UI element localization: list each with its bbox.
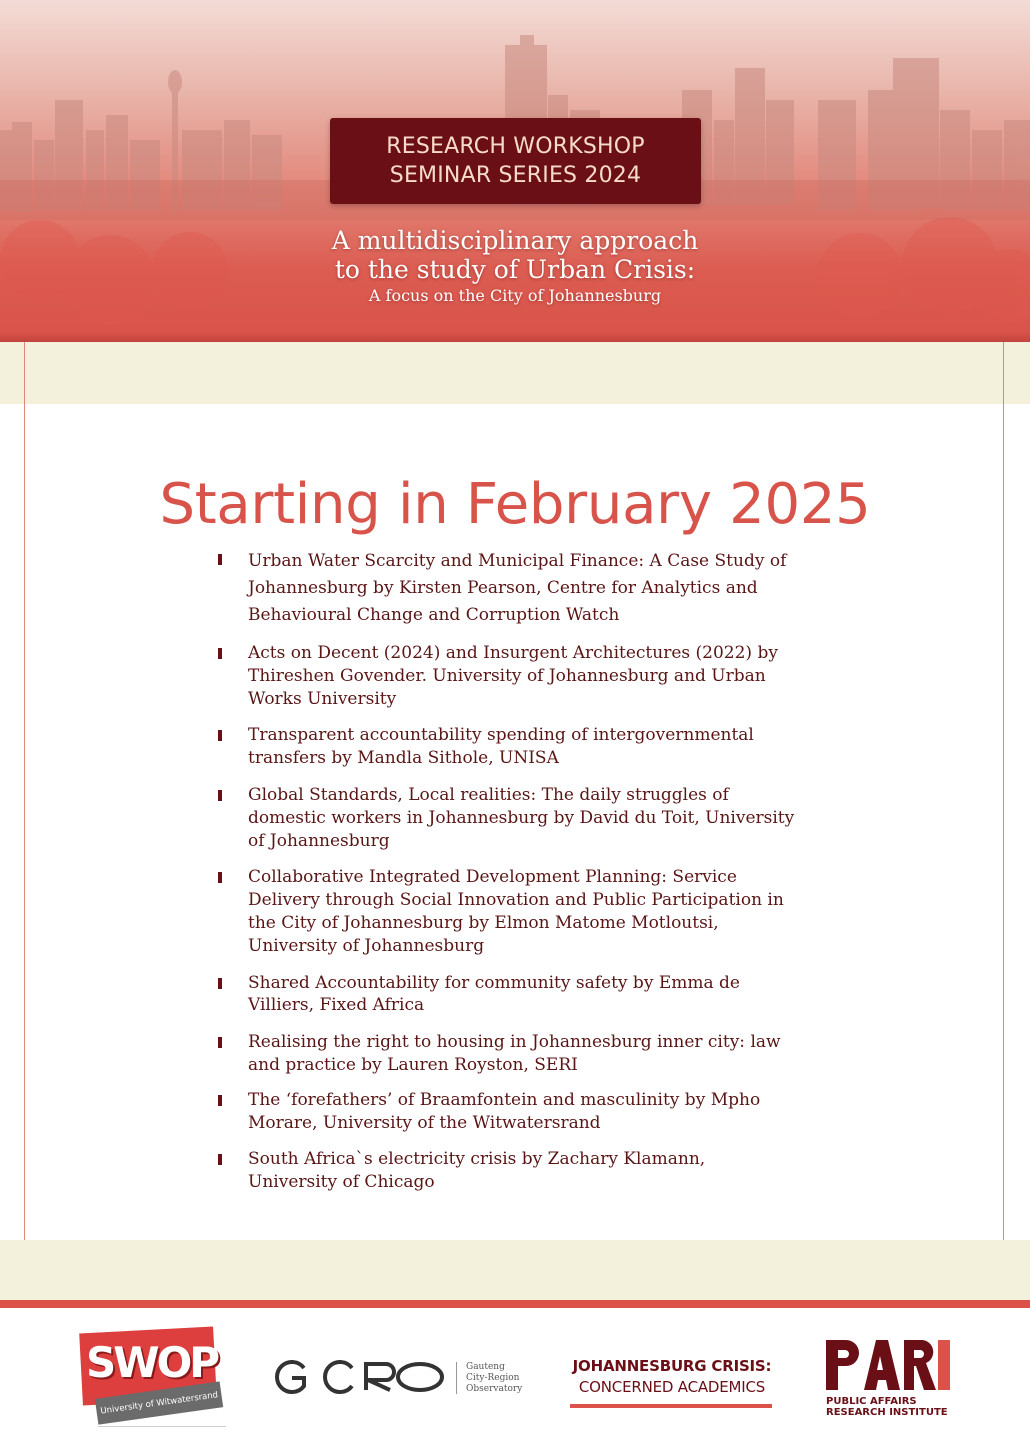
list-item-text: Transparent accountability spending of intergovernmental transfers by Mandla Sithole, UNISA [248, 725, 754, 769]
bullet-icon [218, 978, 222, 989]
seminar-list [218, 548, 798, 1194]
jca-logo [566, 1356, 778, 1408]
list-item-text: Collaborative Integrated Development Planning: Service Delivery through Social Innovation and Public Participation in the City of Johannesburg by Elmon Matome Motloutsi, University of Johannesburg [248, 867, 784, 956]
header-banner [0, 0, 1030, 342]
list-item [218, 548, 798, 629]
pari-sub-line-2: RESEARCH INSTITUTE [826, 1407, 948, 1418]
pari-subtitle [826, 1396, 948, 1418]
gcro-divider [456, 1362, 457, 1394]
gcro-logo [268, 1360, 538, 1400]
bullet-icon [218, 554, 222, 565]
swop-wordmark: SWOP [86, 1338, 218, 1387]
list-item [218, 642, 798, 710]
list-item [218, 1148, 798, 1194]
series-badge [330, 118, 701, 204]
jca-underline [570, 1404, 772, 1408]
jca-line-1: JOHANNESBURG CRISIS: [572, 1357, 772, 1375]
gcro-wordmark-icon [268, 1360, 448, 1394]
list-item [218, 1031, 798, 1077]
jca-line-2: CONCERNED ACADEMICS [578, 1378, 766, 1396]
bullet-icon [218, 1154, 222, 1165]
page-title: Starting in February 2025 [159, 471, 871, 537]
swop-underline [98, 1426, 226, 1427]
bullet-icon [218, 648, 222, 659]
subtitle-line-1: A multidisciplinary approach [331, 226, 699, 255]
list-item-text: Realising the right to housing in Johannesburg inner city: law and practice by Lauren Royston, SERI [248, 1032, 781, 1075]
swop-logo [78, 1330, 228, 1430]
cream-band-bottom [0, 1240, 1030, 1300]
pari-logo [824, 1338, 964, 1418]
pari-sub-line-1: PUBLIC AFFAIRS [826, 1396, 917, 1407]
bullet-icon [218, 872, 222, 883]
badge-line-1: RESEARCH WORKSHOP [386, 134, 645, 159]
list-item-text: The ‘forefathers’ of Braamfontein and masculinity by Mpho Morare, University of the Witwatersrand [248, 1089, 761, 1133]
list-item [218, 972, 798, 1018]
gcro-subtitle: Gauteng City-Region Observatory [466, 1362, 523, 1394]
list-item-text: Urban Water Scarcity and Municipal Finance: A Case Study of Johannesburg by Kirsten Pearson, Centre for Analytics and Behavioural Change and Corruption Watch [248, 551, 787, 625]
subtitle-line-2: to the study of Urban Crisis: [334, 255, 696, 284]
footer-red-bar [0, 1300, 1030, 1308]
bullet-icon [218, 730, 222, 741]
list-item [218, 784, 798, 852]
list-item-text: Acts on Decent (2024) and Insurgent Architectures (2022) by Thireshen Govender. University of Johannesburg and Urban Works University [248, 643, 778, 709]
badge-line-2: SEMINAR SERIES 2024 [389, 163, 642, 188]
swop-subtitle: University of Witwatersrand [99, 1390, 219, 1417]
list-item-text: Global Standards, Local realities: The daily struggles of domestic workers in Johannesburg by David du Toit, University of Johannesburg [248, 784, 795, 851]
bullet-icon [218, 1037, 222, 1048]
list-item [218, 724, 798, 770]
list-item-text: Shared Accountability for community safety by Emma de Villiers, Fixed Africa [248, 972, 740, 1016]
list-item-text: South Africa`s electricity crisis by Zachary Klamann, University of Chicago [248, 1149, 706, 1193]
bullet-icon [218, 790, 222, 801]
pari-wordmark-icon [824, 1338, 954, 1394]
header-bottom-shadow [0, 332, 1030, 342]
bullet-icon [218, 1095, 222, 1106]
subtitle-line-3: A focus on the City of Johannesburg [368, 286, 662, 305]
header-subtitle [0, 226, 1030, 308]
list-item [218, 866, 798, 957]
list-item [218, 1089, 798, 1135]
